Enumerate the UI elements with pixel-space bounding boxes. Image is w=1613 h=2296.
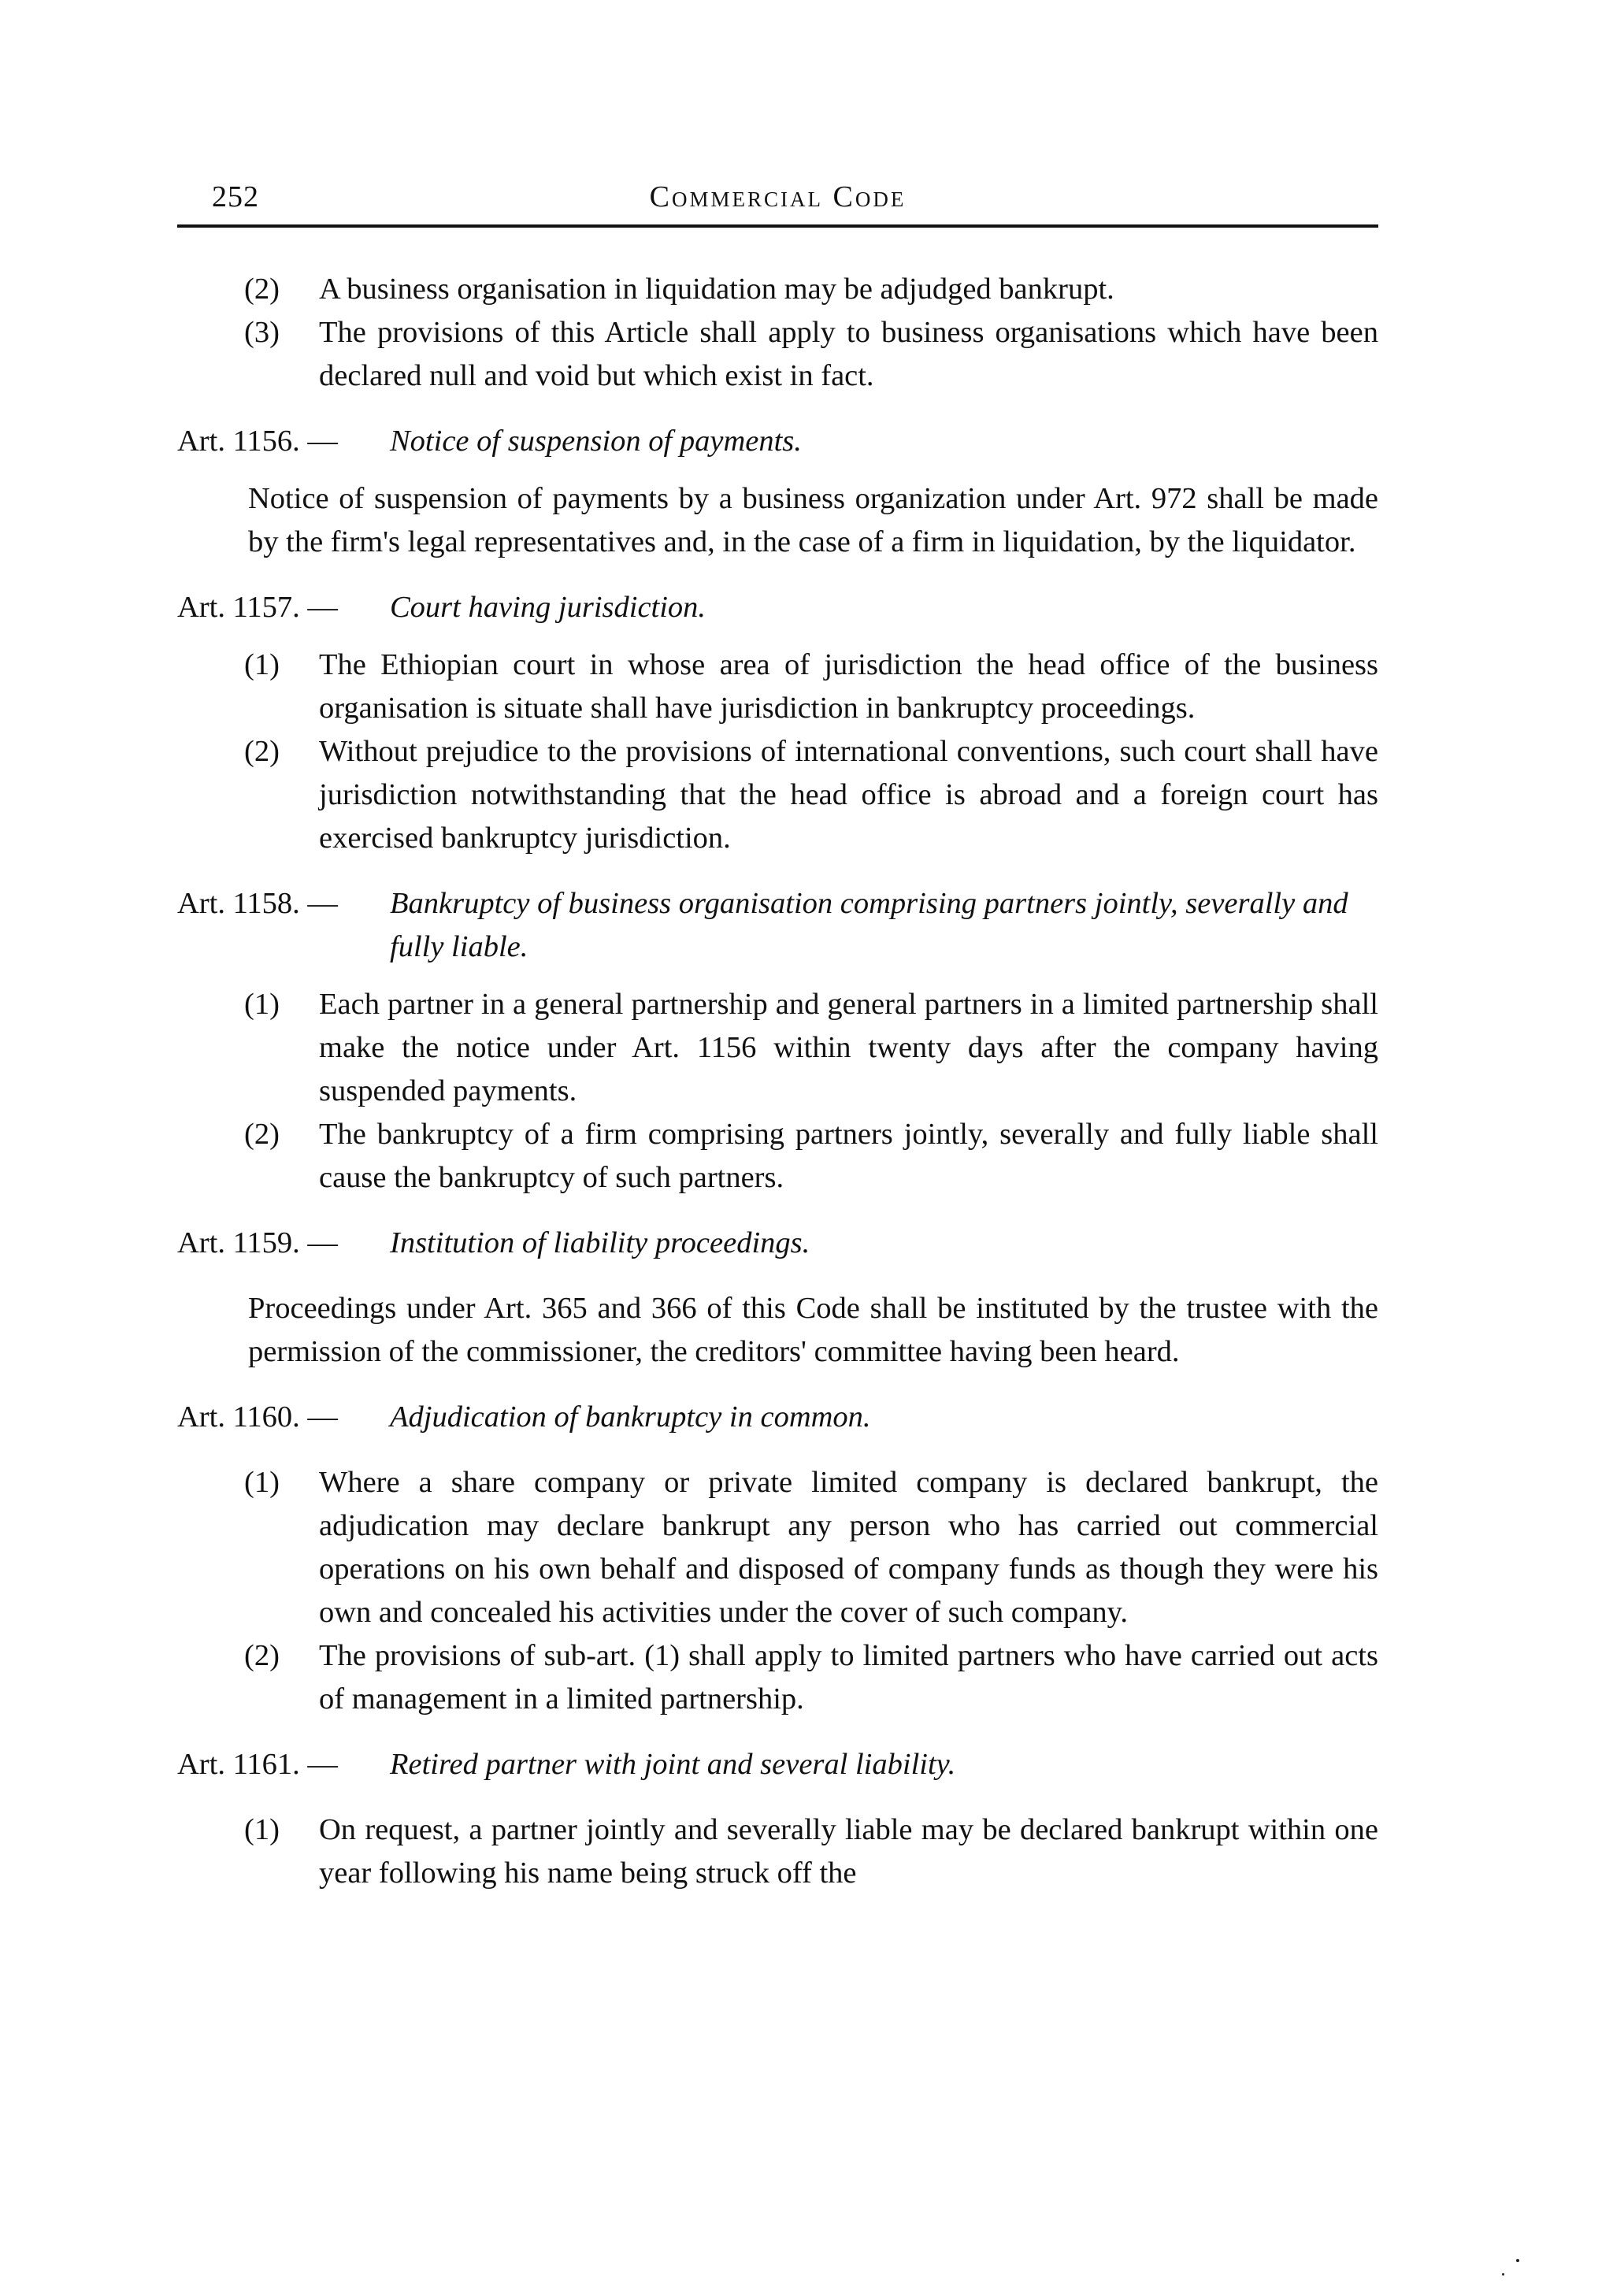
item-text: The Ethiopian court in whose area of jurisdiction the head office of the business organisation is situate shall have jurisdiction in bankruptcy proceedings.	[319, 648, 1378, 725]
item-number: (1)	[244, 1813, 280, 1846]
page-body	[177, 268, 1378, 1895]
item-number: (1)	[244, 1466, 280, 1499]
item-text: The provisions of sub-art. (1) shall apply to limited partners who have carried out acts of management in a limited partnership.	[319, 1639, 1378, 1716]
item-text: A business organisation in liquidation may be adjudged bankrupt.	[319, 273, 1114, 306]
item-number: (2)	[244, 273, 280, 306]
list-item	[177, 730, 1378, 860]
item-number: (2)	[244, 1118, 280, 1151]
article-1159	[177, 1222, 1378, 1374]
item-number: (2)	[244, 1639, 280, 1672]
item-number: (1)	[244, 988, 280, 1021]
scan-speck	[1516, 2259, 1519, 2262]
item-number: (2)	[244, 735, 280, 768]
article-paragraph: Proceedings under Art. 365 and 366 of this Code shall be instituted by the trustee with the permission of the commissioner, the creditors' committee having been heard.	[248, 1292, 1378, 1368]
article-number: Art. 1160. —	[177, 1400, 338, 1434]
list-item	[177, 1634, 1378, 1721]
article-number: Art. 1161. —	[177, 1748, 338, 1781]
article-number: Art. 1157. —	[177, 591, 338, 624]
item-text: Each partner in a general partnership and general partners in a limited partnership shall make the notice under Art. 1156 within twenty days after the company having suspended payments.	[319, 988, 1378, 1107]
article-title: Notice of suspension of payments.	[390, 425, 802, 458]
article-1160	[177, 1396, 1378, 1721]
article-heading	[177, 1743, 1378, 1786]
article-title: Bankruptcy of business organisation comprising partners jointly, severally and fully liable.	[390, 887, 1348, 963]
scan-speck	[1502, 2273, 1504, 2276]
article-number: Art. 1156. —	[177, 425, 338, 458]
article-1156	[177, 420, 1378, 564]
item-number: (3)	[244, 316, 280, 349]
article-heading	[177, 420, 1378, 463]
list-item	[177, 268, 1378, 311]
list-item	[177, 644, 1378, 730]
list-item	[177, 1808, 1378, 1895]
article-paragraph: Notice of suspension of payments by a business organization under Art. 972 shall be made by the firm's legal representatives and, in the case of a firm in liquidation, by the liquidator.	[248, 482, 1378, 558]
list-item	[177, 1113, 1378, 1200]
article-1158	[177, 882, 1378, 1200]
item-text: On request, a partner jointly and severally liable may be declared bankrupt within one year following his name being struck off the	[319, 1813, 1378, 1890]
article-number: Art. 1159. —	[177, 1226, 338, 1259]
article-title: Retired partner with joint and several liability.	[390, 1748, 956, 1781]
list-item	[177, 983, 1378, 1113]
article-title: Court having jurisdiction.	[390, 591, 706, 624]
item-text: Where a share company or private limited company is declared bankrupt, the adjudication may declare bankrupt any person who has carried out commercial operations on his own behalf and disposed of company funds as though they were his own and concealed his activities under the cover of such company.	[319, 1466, 1378, 1629]
item-number: (1)	[244, 648, 280, 681]
article-heading	[177, 1222, 1378, 1265]
list-item	[177, 1461, 1378, 1634]
item-text: Without prejudice to the provisions of international conventions, such court shall have jurisdiction notwithstanding that the head office is abroad and a foreign court has exercised bankruptcy jurisdiction.	[319, 735, 1378, 855]
article-title: Adjudication of bankruptcy in common.	[390, 1400, 871, 1434]
list-item	[177, 311, 1378, 398]
article-heading	[177, 882, 1378, 969]
article-1161	[177, 1743, 1378, 1895]
article-number: Art. 1158. —	[177, 887, 338, 920]
article-1157	[177, 586, 1378, 860]
article-title: Institution of liability proceedings.	[390, 1226, 810, 1259]
article-heading	[177, 586, 1378, 629]
page-number: 252	[212, 180, 259, 213]
item-text: The bankruptcy of a firm comprising partners jointly, severally and fully liable shall cause the bankruptcy of such partners.	[319, 1118, 1378, 1194]
item-text: The provisions of this Article shall apply to business organisations which have been declared null and void but which exist in fact.	[319, 316, 1378, 392]
article-heading	[177, 1396, 1378, 1439]
running-title: Commercial Code	[649, 180, 907, 213]
continued-article	[177, 268, 1378, 398]
header-rule	[177, 224, 1378, 228]
page-header	[177, 177, 1378, 224]
